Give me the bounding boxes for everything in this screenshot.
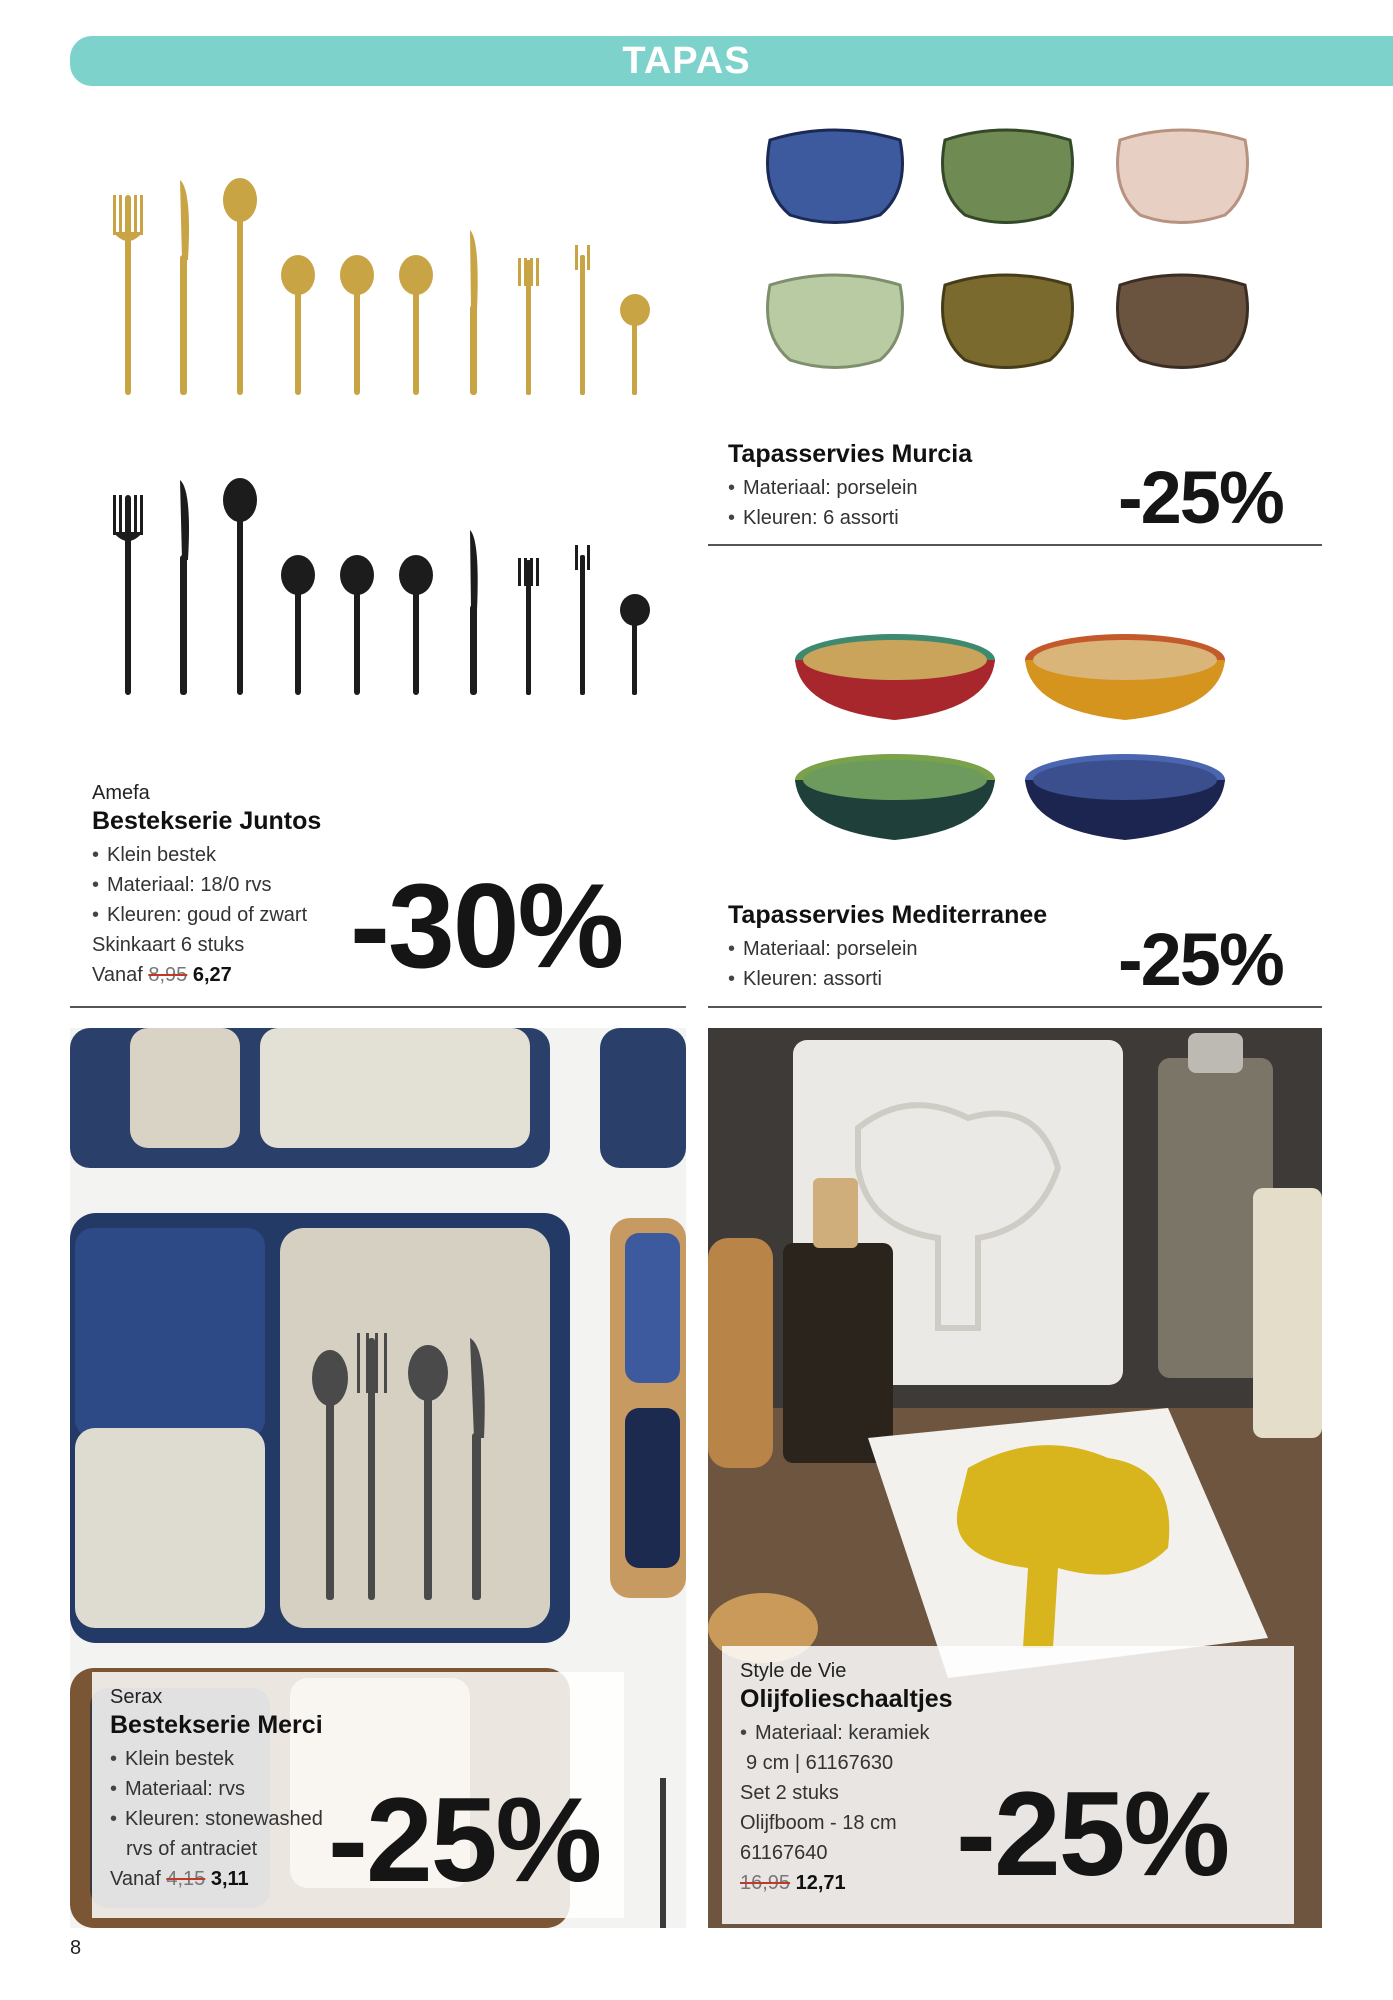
divider xyxy=(708,544,1322,546)
juntos-brand: Amefa xyxy=(92,782,150,804)
merci-brand: Serax xyxy=(110,1686,163,1708)
murcia-title: Tapasservies Murcia xyxy=(728,440,973,468)
old-price: 16,95 xyxy=(740,1872,791,1894)
price-prefix: Vanaf xyxy=(92,964,143,986)
feature-item: • Klein bestek xyxy=(110,1744,606,1774)
divider xyxy=(70,1006,686,1008)
merci-discount-badge: -25% xyxy=(328,1773,601,1907)
section-title: TAPAS xyxy=(622,39,751,82)
new-price: 3,11 xyxy=(210,1868,249,1890)
juntos-cutlery-image xyxy=(70,150,670,750)
bowl-row-bottom xyxy=(768,275,1248,368)
olijf-detail-line: Olijfboom - 18 cm xyxy=(740,1812,897,1834)
feature-item: • Materiaal: porselein xyxy=(728,934,1108,964)
juntos-title: Bestekserie Juntos xyxy=(92,807,322,835)
olijf-features xyxy=(740,1718,1276,1748)
feature-item: • Materiaal: keramiek xyxy=(740,1718,1276,1748)
old-price: 4,15 xyxy=(166,1868,206,1890)
feature-item: • Klein bestek xyxy=(92,840,412,870)
olijf-discount-badge: -25% xyxy=(956,1767,1229,1901)
merci-feature-continuation: rvs of antraciet xyxy=(126,1838,258,1860)
olijf-title: Olijfolieschaaltjes xyxy=(740,1685,953,1713)
mediterranee-features xyxy=(728,934,1108,994)
murcia-discount-badge: -25% xyxy=(1118,456,1283,539)
olijf-brand: Style de Vie xyxy=(740,1660,847,1682)
feature-item: • Kleuren: assorti xyxy=(728,964,1108,994)
merci-title: Bestekserie Merci xyxy=(110,1711,323,1739)
mediterranee-bowls-image xyxy=(790,620,1240,850)
mediterranee-product-info xyxy=(728,899,1108,994)
divider xyxy=(708,1006,1322,1008)
feature-item: • Kleuren: stonewashed xyxy=(110,1804,606,1834)
murcia-bowls-image xyxy=(760,120,1280,390)
feature-item: • Materiaal: 18/0 rvs xyxy=(92,870,412,900)
page-number: 8 xyxy=(70,1937,82,1959)
juntos-set-size: Skinkaart 6 stuks xyxy=(92,934,245,956)
feature-item: • Kleuren: 6 assorti xyxy=(728,503,1088,533)
feature-item: • Materiaal: porselein xyxy=(728,473,1088,503)
feature-item: • Materiaal: rvs xyxy=(110,1774,606,1804)
mediterranee-title: Tapasservies Mediterranee xyxy=(728,901,1048,929)
murcia-product-info xyxy=(728,438,1088,533)
olijf-detail-line: 61167640 xyxy=(740,1842,828,1864)
olijf-detail-line: 9 cm | 61167630 xyxy=(746,1752,894,1774)
mediterranee-discount-badge: -25% xyxy=(1118,918,1283,1001)
new-price: 6,27 xyxy=(192,964,232,986)
feature-item: • Kleuren: goud of zwart xyxy=(92,900,412,930)
olijf-detail-line: Set 2 stuks xyxy=(740,1782,839,1804)
bowl-row-top xyxy=(768,130,1248,223)
murcia-features xyxy=(728,473,1088,533)
new-price: 12,71 xyxy=(795,1872,846,1894)
section-header xyxy=(70,36,1393,86)
juntos-discount-badge: -30% xyxy=(350,859,623,993)
old-price: 8,95 xyxy=(148,964,188,986)
price-prefix: Vanaf xyxy=(110,1868,161,1890)
